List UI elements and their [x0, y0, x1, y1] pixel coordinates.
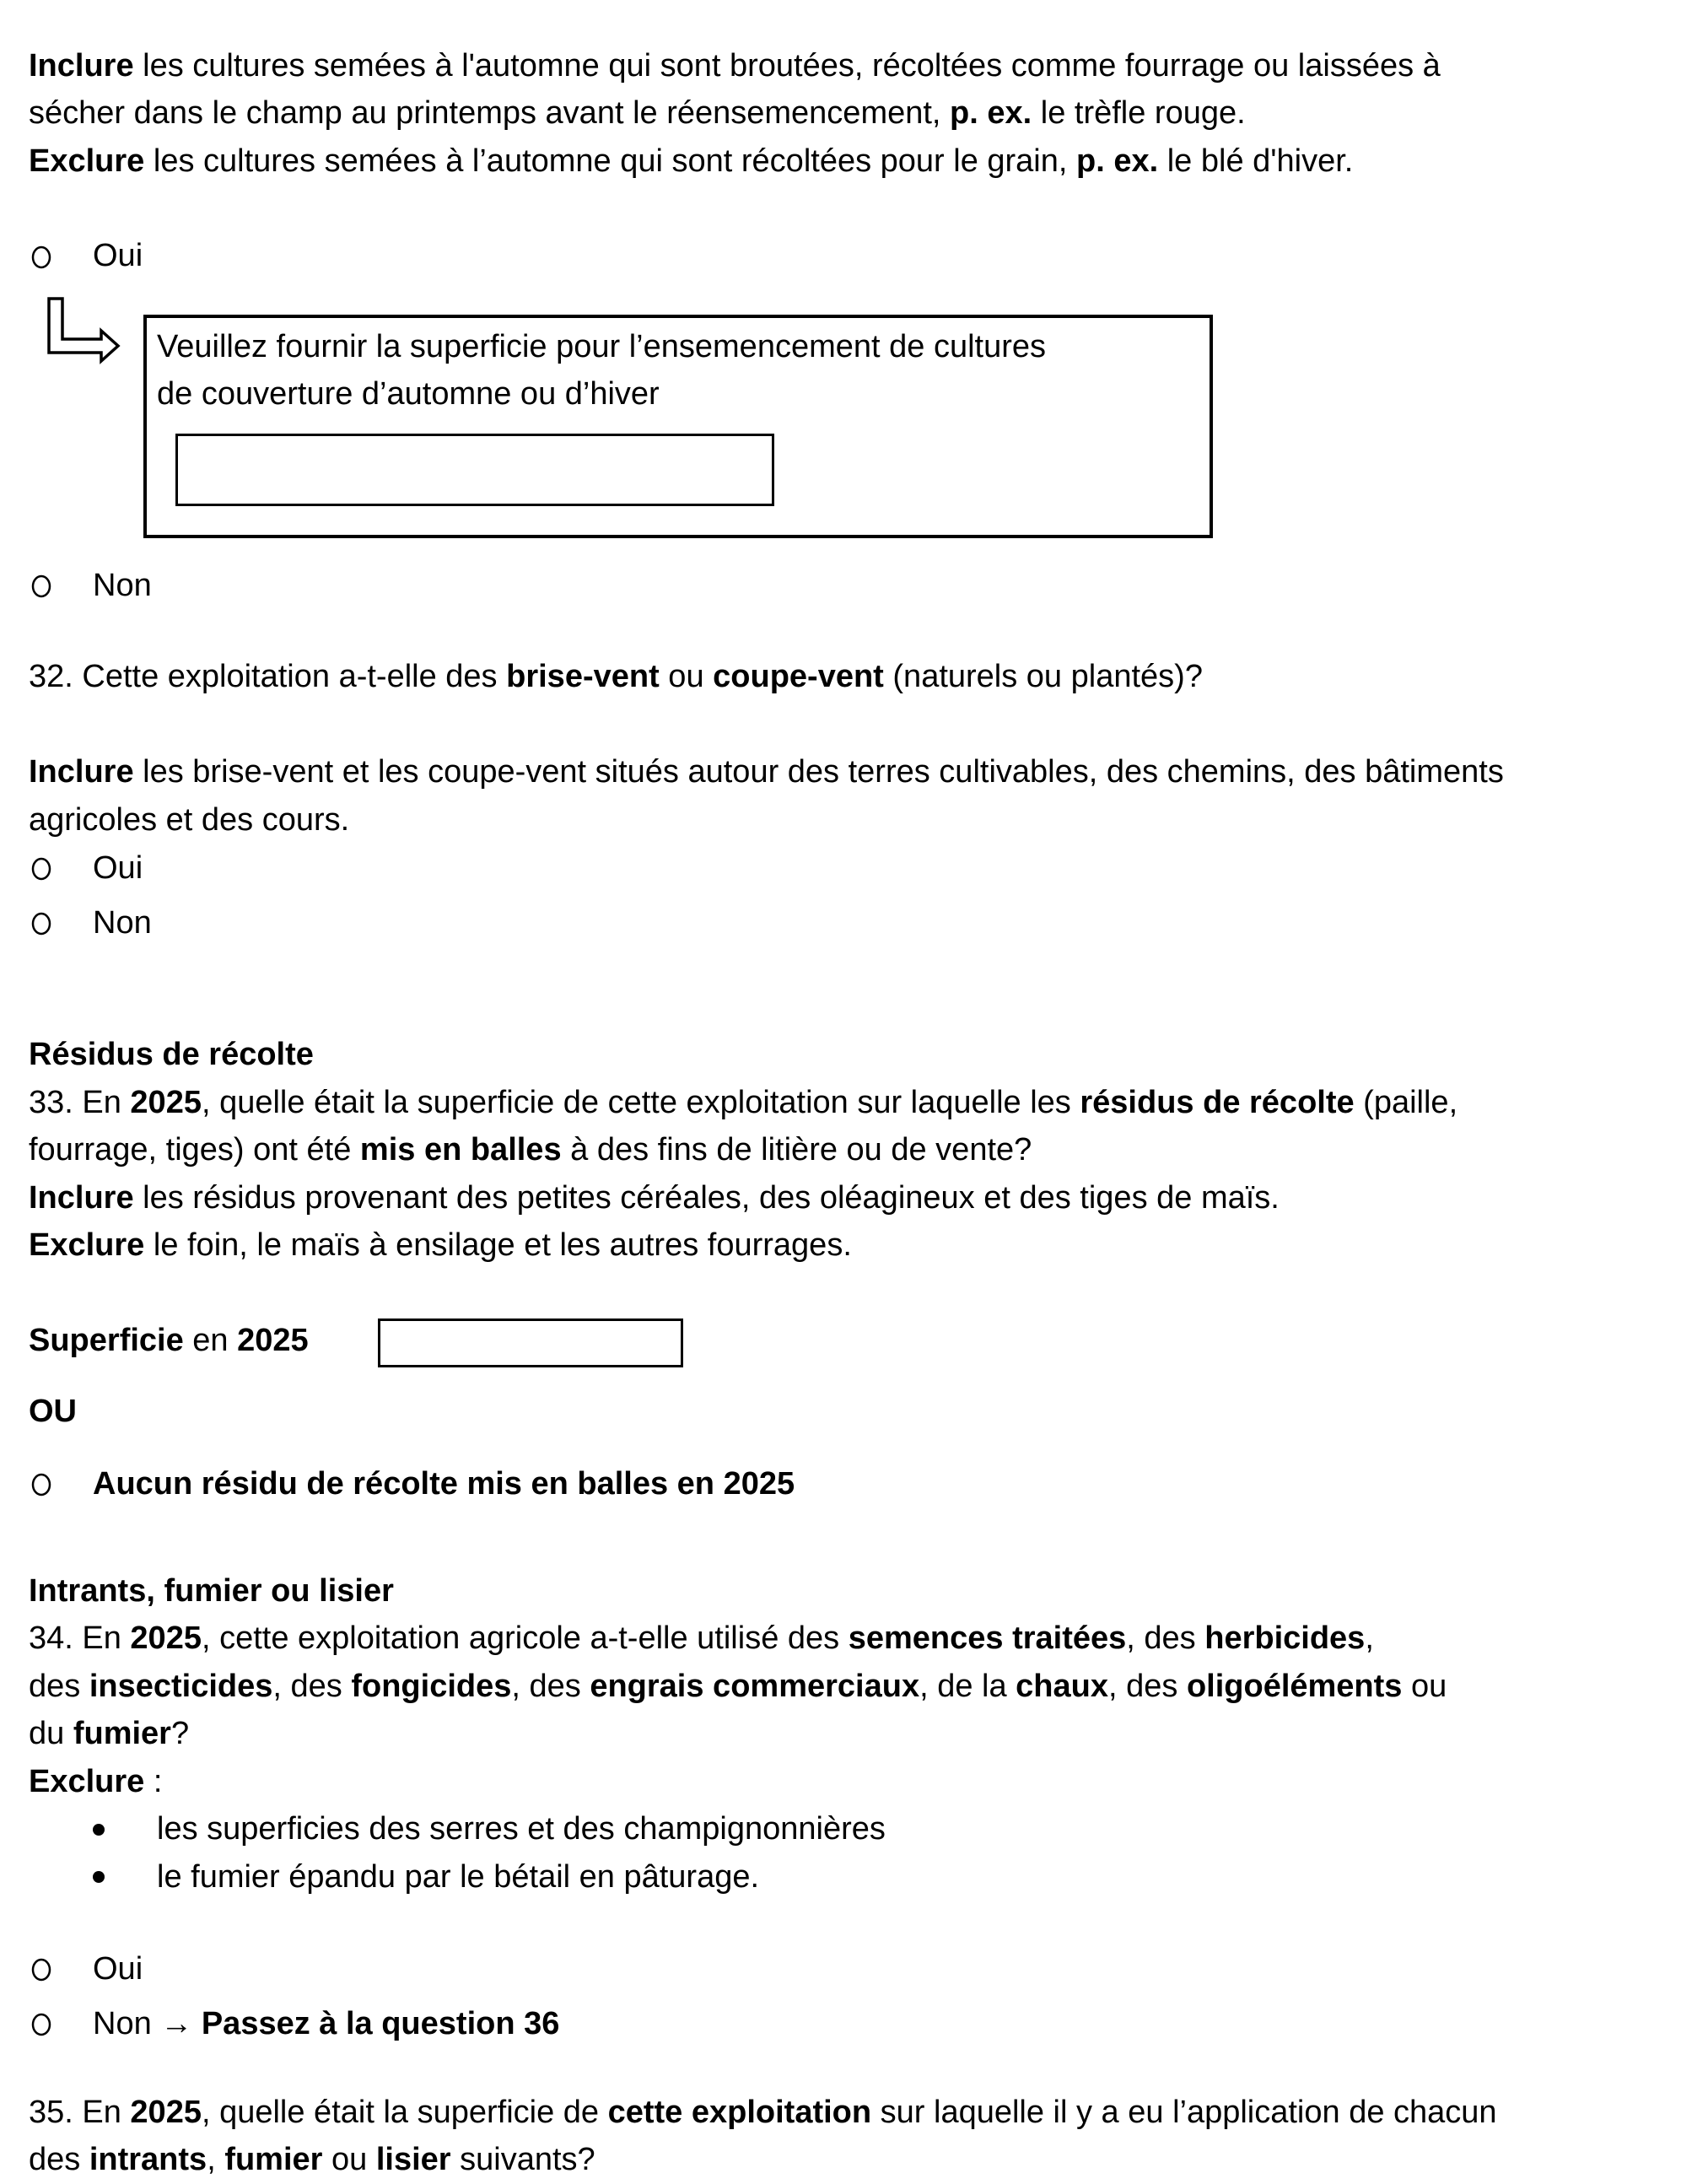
q33-option-none-label [93, 1460, 795, 1508]
q33-radio-none[interactable] [30, 1472, 52, 1497]
q34-radio-yes[interactable] [30, 1957, 52, 1982]
or-label-text: OU [29, 1394, 77, 1429]
q31-exclude-line [29, 138, 1353, 186]
example-label: p. ex. [1076, 143, 1159, 179]
followup-prompt-line-1: Veuillez fournir la superficie pour l’ensemencement de cultures [157, 329, 1046, 364]
q35-question-line-2 [29, 2136, 595, 2184]
question-term: résidus de récolte [1080, 1085, 1355, 1120]
question-text: , de la [919, 1669, 1016, 1704]
question-text: , cette exploitation agricole a-t-elle utilisé des [201, 1620, 849, 1656]
question-term: fumier [73, 1716, 171, 1751]
question-text: fourrage, tiges) ont été [29, 1132, 360, 1167]
question-term: herbicides [1204, 1620, 1366, 1656]
q33-exclude-line [29, 1221, 852, 1270]
section-heading-residus [29, 1031, 314, 1079]
question-number: 34. En [29, 1620, 131, 1656]
exclude-label: Exclure [29, 1764, 145, 1799]
question-term: mis en balles [359, 1132, 562, 1167]
q31-followup-box [143, 315, 1213, 538]
q32-include-line-2: agricoles et des cours. [29, 802, 350, 838]
question-text: des [29, 1669, 89, 1704]
branch-arrow-icon [42, 295, 122, 381]
q34-question-line-1 [29, 1615, 1374, 1663]
right-arrow-icon: → [160, 2006, 193, 2041]
question-text: du [29, 1716, 73, 1751]
question-term: fongicides [351, 1669, 512, 1704]
q34-exclusion-item: les superficies des serres et des champignonnières [157, 1811, 886, 1847]
include-label: Inclure [29, 48, 134, 84]
q32-radio-yes[interactable] [30, 856, 52, 882]
cover-crop-area-field[interactable] [175, 434, 774, 506]
question-text: ou [322, 2142, 376, 2177]
followup-prompt-line-2: de couverture d’automne ou d’hiver [157, 376, 660, 412]
question-text: , des [272, 1669, 352, 1704]
question-text: , [207, 2142, 225, 2177]
question-text: , des [511, 1669, 590, 1704]
q34-option-yes-label: Oui [93, 1951, 143, 1987]
area-label-text: Superficie [29, 1323, 184, 1358]
q35-question-line-1 [29, 2089, 1497, 2137]
question-term: oligoéléments [1186, 1669, 1403, 1704]
question-number: 35. En [29, 2095, 131, 2130]
q34-option-no-label [93, 2000, 559, 2048]
exclude-label: Exclure [29, 143, 145, 179]
exclude-text: le blé d'hiver. [1158, 143, 1354, 179]
radio-circle-icon [30, 2012, 52, 2037]
radio-circle-icon [30, 574, 52, 599]
question-text: (naturels ou plantés)? [883, 659, 1203, 694]
bullet-icon [93, 1871, 105, 1883]
q34-question-line-2 [29, 1663, 1447, 1711]
include-text: le trèfle rouge. [1032, 95, 1246, 131]
include-text: les cultures semées à l'automne qui sont broutées, récoltées comme fourrage ou laissées à [133, 48, 1441, 84]
question-text: , des [1126, 1620, 1205, 1656]
exclude-text: : [144, 1764, 163, 1799]
option-text: Aucun résidu de récolte mis en balles en 2025 [93, 1466, 795, 1502]
radio-circle-icon [30, 1472, 52, 1497]
include-text: sécher dans le champ au printemps avant le réensemencement, [29, 95, 951, 131]
q34-exclude-line [29, 1758, 162, 1806]
question-number: 32. [29, 659, 83, 694]
question-text: à des fins de litière ou de vente? [561, 1132, 1032, 1167]
residue-area-field[interactable] [378, 1318, 683, 1367]
q31-include-line-1 [29, 42, 1441, 90]
option-text: Non [93, 2006, 161, 2041]
question-term: semences traitées [848, 1620, 1127, 1656]
radio-circle-icon [30, 911, 52, 936]
question-term: fumier [224, 2142, 323, 2177]
q31-option-no-label: Non [93, 568, 152, 603]
question-text: ? [170, 1716, 190, 1751]
question-term: lisier [375, 2142, 451, 2177]
q31-radio-no[interactable] [30, 574, 52, 599]
include-text: les brise-vent et les coupe-vent situés autour des terres cultivables, des chemins, des bâtiments [133, 754, 1504, 790]
question-text: ou [659, 659, 714, 694]
exclude-label: Exclure [29, 1227, 145, 1263]
question-term: cette exploitation [607, 2095, 872, 2130]
q33-area-label [29, 1317, 309, 1365]
include-text: les résidus provenant des petites céréales, des oléagineux et des tiges de maïs. [133, 1180, 1280, 1216]
question-text: suivants? [450, 2142, 595, 2177]
exclude-text: le foin, le maïs à ensilage et les autres fourrages. [144, 1227, 852, 1263]
question-term: brise-vent [506, 659, 660, 694]
q31-radio-yes[interactable] [30, 245, 52, 270]
question-year: 2025 [130, 1620, 202, 1656]
q32-question [29, 653, 1203, 701]
q32-option-no-label: Non [93, 905, 152, 941]
q33-question-line-1 [29, 1079, 1457, 1127]
question-text: ou [1402, 1669, 1447, 1704]
q31-include-line-2 [29, 89, 1246, 138]
q33-question-line-2 [29, 1126, 1032, 1174]
question-number: 33. En [29, 1085, 131, 1120]
bullet-icon [93, 1824, 105, 1836]
q32-radio-no[interactable] [30, 911, 52, 936]
question-text: , quelle était la superficie de [201, 2095, 608, 2130]
include-label: Inclure [29, 754, 134, 790]
question-term: chaux [1016, 1669, 1108, 1704]
section-heading-intrants [29, 1567, 394, 1615]
exclude-text: les cultures semées à l’automne qui sont récoltées pour le grain, [144, 143, 1077, 179]
question-text: sur laquelle il y a eu l’application de chacun [871, 2095, 1497, 2130]
radio-circle-icon [30, 1957, 52, 1982]
q31-option-yes-label: Oui [93, 238, 143, 273]
question-text: Cette exploitation a-t-elle des [82, 659, 507, 694]
question-text: , [1365, 1620, 1374, 1656]
or-label [29, 1388, 77, 1436]
example-label: p. ex. [950, 95, 1032, 131]
radio-circle-icon [30, 856, 52, 882]
question-text: des [29, 2142, 89, 2177]
question-text: , des [1107, 1669, 1187, 1704]
radio-circle-icon [30, 245, 52, 270]
q34-radio-no[interactable] [30, 2012, 52, 2037]
q32-option-yes-label: Oui [93, 850, 143, 886]
q34-exclusion-item: le fumier épandu par le bétail en pâturage. [157, 1859, 760, 1895]
area-label-text: en [183, 1323, 238, 1358]
question-text: (paille, [1354, 1085, 1458, 1120]
question-year: 2025 [130, 2095, 202, 2130]
question-text: , quelle était la superficie de cette exploitation sur laquelle les [201, 1085, 1080, 1120]
question-year: 2025 [130, 1085, 202, 1120]
question-term: insecticides [89, 1669, 273, 1704]
q32-include-line-1 [29, 748, 1504, 796]
section-heading-text: Résidus de récolte [29, 1037, 314, 1072]
question-term: coupe-vent [713, 659, 884, 694]
question-term: intrants [89, 2142, 207, 2177]
q34-question-line-3 [29, 1710, 189, 1758]
include-label: Inclure [29, 1180, 134, 1216]
q33-include-line [29, 1174, 1280, 1222]
section-heading-text: Intrants, fumier ou lisier [29, 1573, 394, 1609]
skip-instruction: Passez à la question 36 [192, 2006, 560, 2041]
question-term: engrais commerciaux [590, 1669, 920, 1704]
area-label-year: 2025 [237, 1323, 309, 1358]
